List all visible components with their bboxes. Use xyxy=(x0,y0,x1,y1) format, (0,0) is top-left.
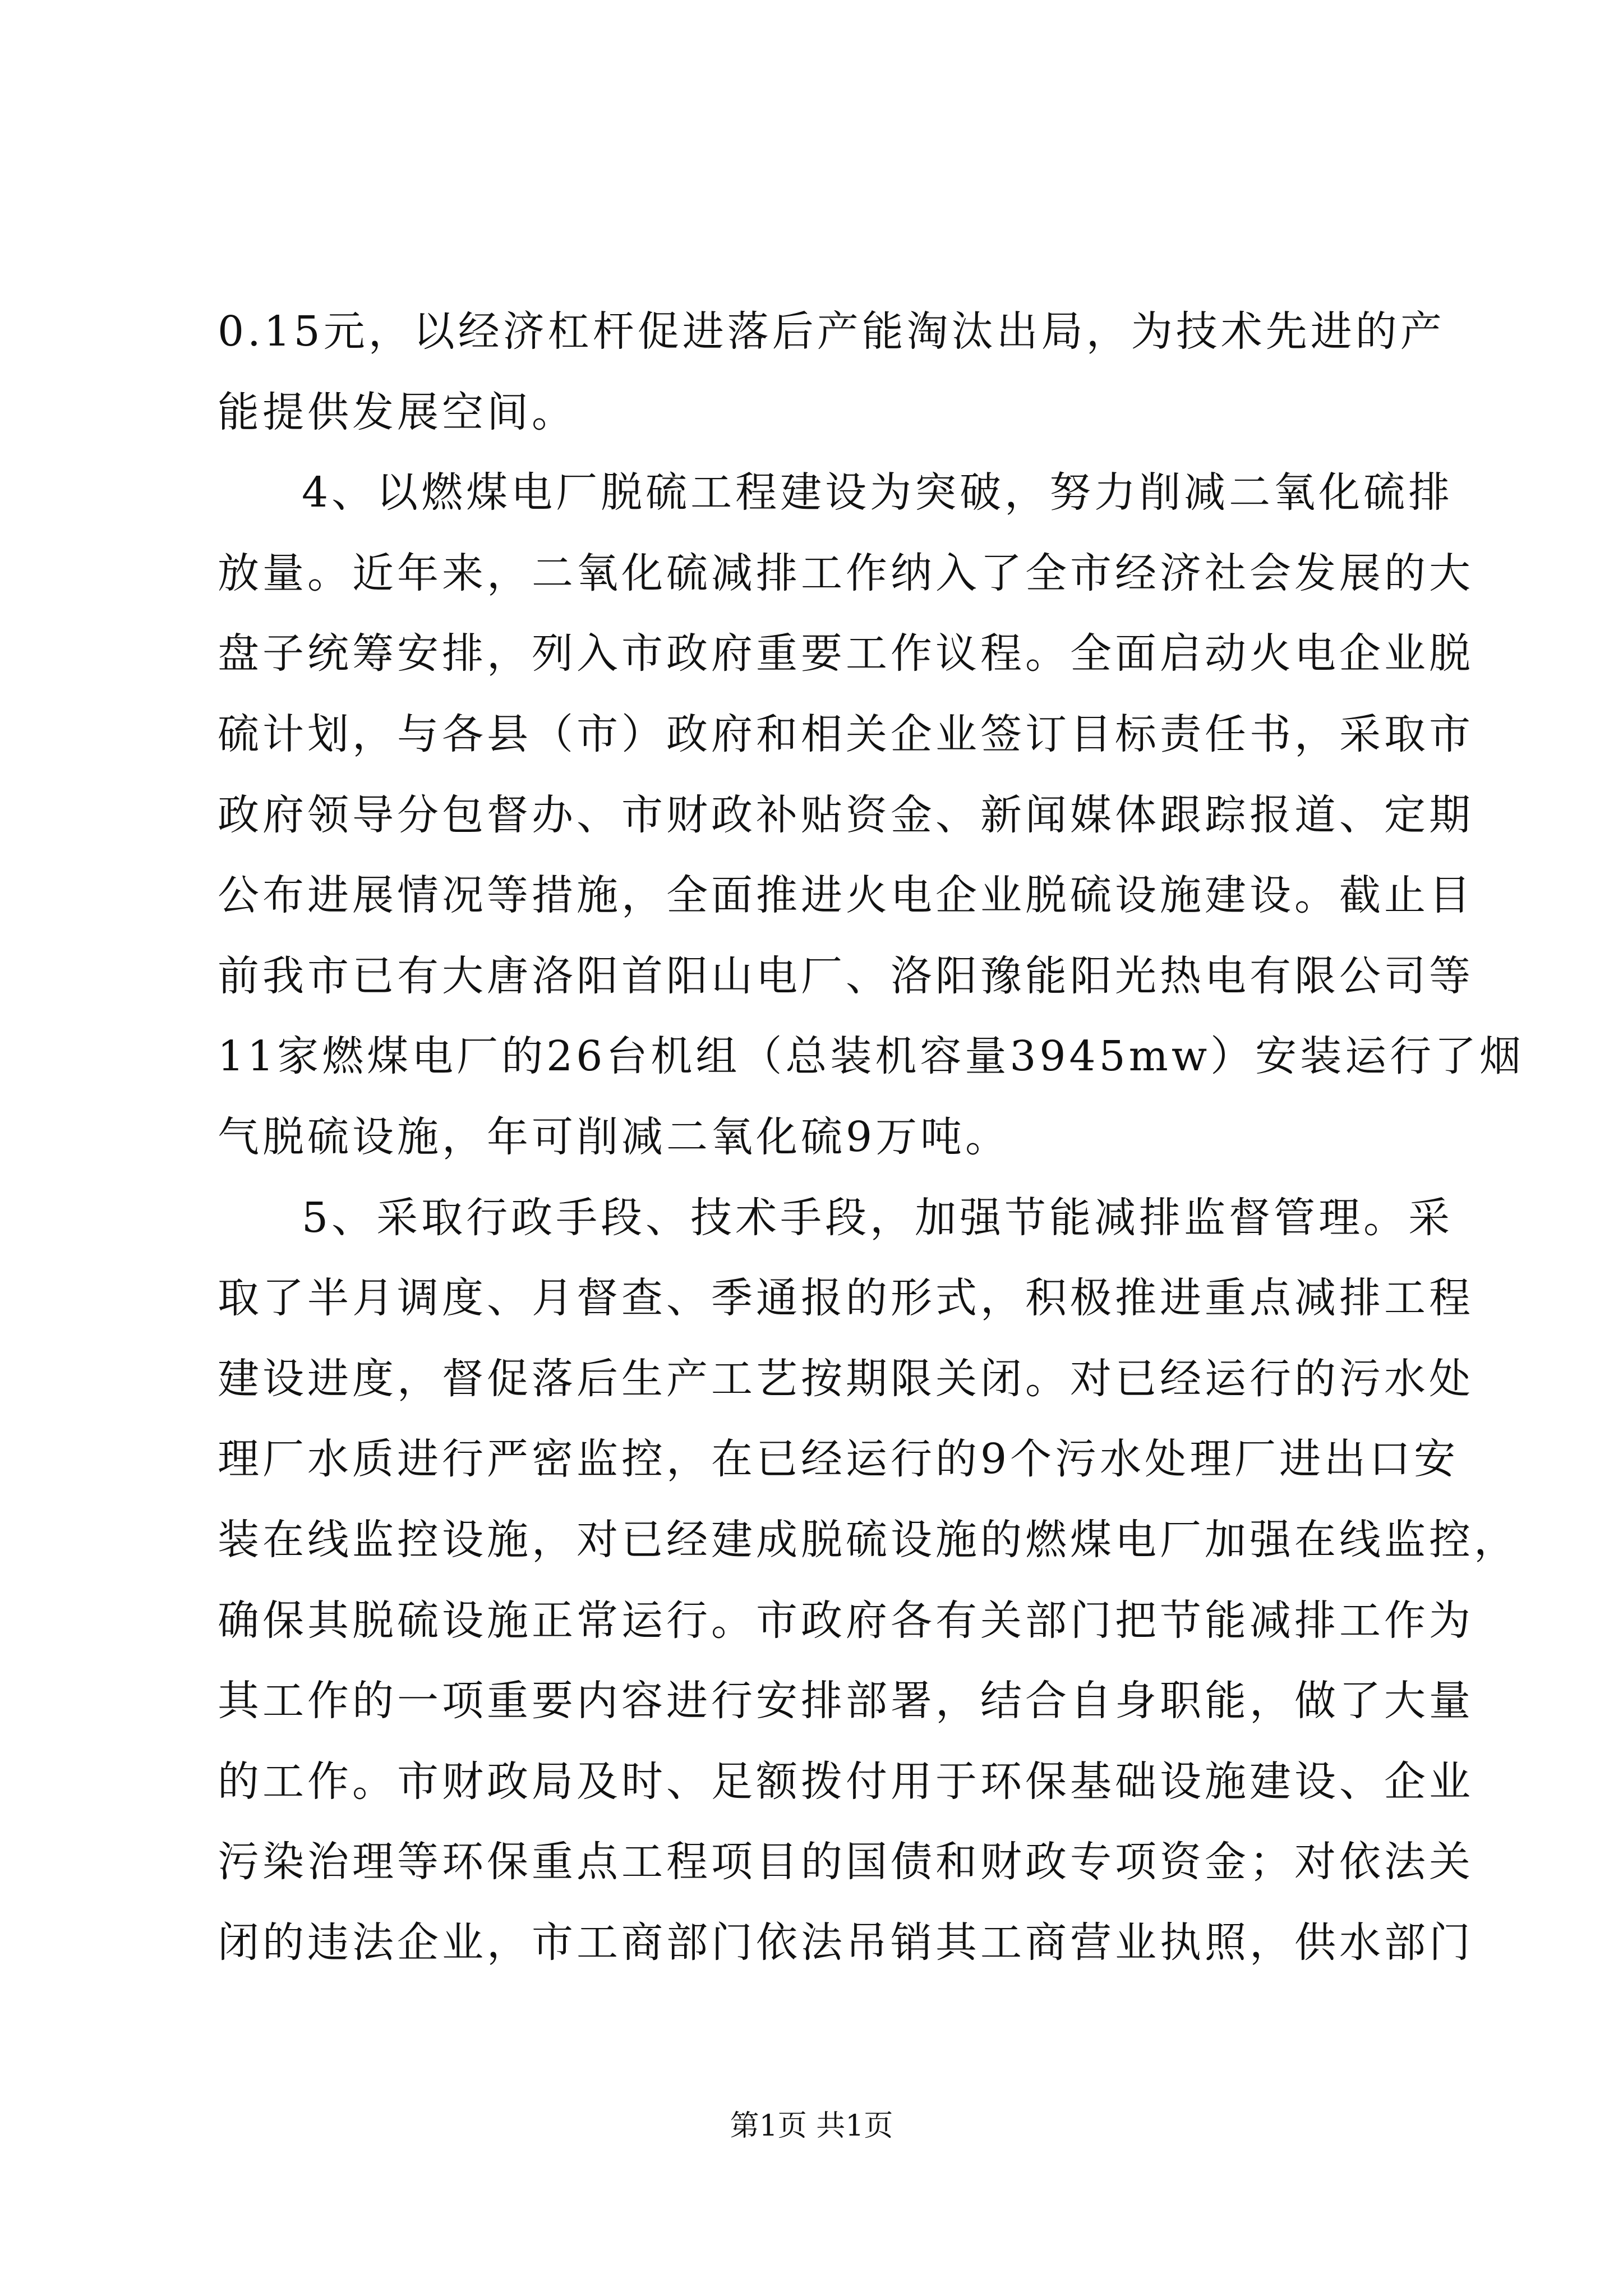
text-line: 前我市已有大唐洛阳首阳山电厂、洛阳豫能阳光热电有限公司等 xyxy=(218,951,1474,1000)
text-line: 盘子统筹安排，列入市政府重要工作议程。全面启动火电企业脱 xyxy=(218,629,1474,678)
text-line: 理厂水质进行严密监控，在已经运行的9个污水处理厂进出口安 xyxy=(218,1435,1459,1484)
body-text xyxy=(218,292,1525,1983)
text-line: 气脱硫设施，年可削减二氧化硫9万吨。 xyxy=(218,1112,1011,1161)
text-line: 装在线监控设施，对已经建成脱硫设施的燃煤电厂加强在线监控， xyxy=(218,1515,1519,1564)
text-line: 能提供发展空间。 xyxy=(218,388,577,436)
text-line: 0.15元，以经济杠杆促进落后产能淘汰出局，为技术先进的产 xyxy=(218,307,1445,356)
text-line: 取了半月调度、月督查、季通报的形式，积极推进重点减排工程 xyxy=(218,1274,1474,1323)
text-line: 放量。近年来，二氧化硫减排工作纳入了全市经济社会发展的大 xyxy=(218,549,1474,597)
text-line: 政府领导分包督办、市财政补贴资金、新闻媒体跟踪报道、定期 xyxy=(218,790,1474,839)
text-line: 确保其脱硫设施正常运行。市政府各有关部门把节能减排工作为 xyxy=(218,1596,1474,1645)
text-line: 污染治理等环保重点工程项目的国债和财政专项资金；对依法关 xyxy=(218,1838,1474,1887)
page-footer: 第1页 共1页 xyxy=(730,2109,893,2143)
text-line: 的工作。市财政局及时、足额拨付用于环保基础设施建设、企业 xyxy=(218,1757,1474,1806)
text-line: 硫计划，与各县（市）政府和相关企业签订目标责任书，采取市 xyxy=(218,710,1474,758)
paragraph-start-line: 5、采取行政手段、技术手段，加强节能减排监督管理。采 xyxy=(302,1193,1454,1242)
text-line: 公布进展情况等措施，全面推进火电企业脱硫设施建设。截止目 xyxy=(218,871,1474,920)
text-line: 闭的违法企业，市工商部门依法吊销其工商营业执照，供水部门 xyxy=(218,1918,1474,1967)
text-line: 其工作的一项重要内容进行安排部署，结合自身职能，做了大量 xyxy=(218,1677,1474,1726)
paragraph-start-line: 4、以燃煤电厂脱硫工程建设为突破，努力削减二氧化硫排 xyxy=(302,468,1454,517)
text-line: 建设进度，督促落后生产工艺按期限关闭。对已经运行的污水处 xyxy=(218,1354,1474,1403)
text-line: 11家燃煤电厂的26台机组（总装机容量3945mw）安装运行了烟 xyxy=(218,1032,1525,1081)
